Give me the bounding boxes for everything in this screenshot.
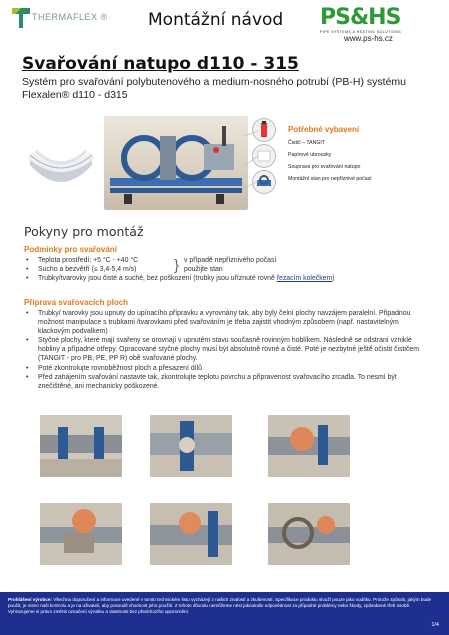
thermaflex-mark-icon — [12, 8, 30, 28]
preparation-item: • Trubky/ tvarovky jsou upnuty do upínacího přípravku a vyrovnány tak, aby byly čelní plochy navzájem paralelní. Připadnou možnost manipulace s trubkami /tvarovkami před svařováním je třeba zajistit vhodným způsobem (např. nastavitelným klackovým podvalkem) — [24, 309, 424, 336]
header — [0, 0, 449, 48]
conditions-list — [24, 256, 424, 283]
step-photo-3 — [268, 415, 350, 477]
thermaflex-logo — [12, 8, 112, 30]
preparation-heading: Příprava svařovacích ploch — [24, 298, 129, 307]
section-title: Pokyny pro montáž — [24, 224, 144, 239]
thermaflex-wordmark: THERMAFLEX ® — [32, 12, 108, 22]
welding-machine-illustration — [104, 116, 248, 210]
cutting-wheel-link[interactable]: řezacím kolečkem — [276, 275, 333, 283]
requirement-item: Souprava pro svařování natupo — [288, 164, 361, 170]
footer — [0, 592, 449, 635]
connector-lines — [244, 126, 258, 196]
website-link[interactable]: www.ps-hs.cz — [344, 34, 393, 43]
pshs-tagline: PIPE SYSTEMS & HEATING SOLUTIONS — [320, 30, 402, 34]
conditions-heading: Podmínky pro svařování — [24, 245, 117, 254]
condition-temperature: • Teplota prostředí: +5 °C - +40 °C } v případě nepříznivého počasí — [24, 256, 424, 265]
requirement-item: Papírové ubrousky — [288, 152, 332, 158]
step-photo-1 — [40, 415, 122, 477]
pipe-shell-image — [26, 141, 96, 189]
condition-pipes: • Trubky/tvarovky jsou čisté a suché, bez poškození (trubky jsou uříznuté rovně řezacím kolečkem) — [24, 274, 424, 283]
page-title: Svařování natupo d110 - 315 — [22, 54, 299, 74]
preparation-list — [24, 309, 424, 391]
step-photo-2 — [150, 415, 232, 477]
page-subtitle: Systém pro svařování polybutenového a medium-nosného potrubí (PB-H) systému Flexalen® d110 - d315 — [22, 76, 407, 101]
requirement-item: Montážní stan pro nepříznivé počasí — [288, 176, 372, 182]
preparation-item: • Poté zkontrolujte rovnoběžnost ploch a přesazení dílů — [24, 364, 424, 373]
requirements-title: Potřebné vybavení — [288, 125, 360, 134]
step-photo-5 — [150, 503, 232, 565]
step-photo-4 — [40, 503, 122, 565]
preparation-item: • Před zahájením svařování nastavte tak, zkontrolujte teplotu povrchu a připravenost svařovacího zrcadla. To nesmí být znečištěné, ani mechanicky poškozené. — [24, 373, 424, 391]
brace-glyph: } — [174, 257, 180, 274]
pshs-logo — [320, 5, 432, 34]
document-type-title: Montážní návod — [148, 10, 284, 30]
butt-welding-machine-image — [104, 116, 248, 210]
preparation-item: • Styčné plochy, které mají svařeny se orovnají v upnutém stavu současně rovinným hoblíkem. Následně se odstraní vzniklé hobliny a případné otřepy. Opracované styčné plochy musí být absolutně rovné a čisté. Poté je nezbytné ještě očistit čističem (TANGIT - pro PB, PE, PP R) obě svařované plochy. — [24, 336, 424, 363]
manufacturer-disclaimer: Prohlášení výrobce: Všechna doporučení a informace uvedené v tomto technickém listu vycházejí z našich znalostí a zkušeností. Specifikace produktu slouží pouze jako vodítko. Protože způsob, jakým bude použit, je mimo naši kontrolu a je na uživateli, aby posoudil vhodnost jeho použití. Z tohoto důvodu nemůžeme nést jakoukoliv odpovědnost za případné problémy nebo škody, způsobené třetí osobě. Vyhrazujeme si právo změnit označení výrobku a vlastnosti bez předchozího upozornění. — [8, 597, 432, 615]
pshs-wordmark: PS&HS — [320, 5, 401, 30]
step-photo-6 — [268, 503, 350, 565]
requirement-item: Čistič – TANGIT — [288, 140, 325, 146]
page-number: 1/4 — [431, 622, 439, 628]
condition-weather: • Sucho a bezvětří (≤ 3,4-5,4 m/s) použijte stan — [24, 265, 424, 274]
